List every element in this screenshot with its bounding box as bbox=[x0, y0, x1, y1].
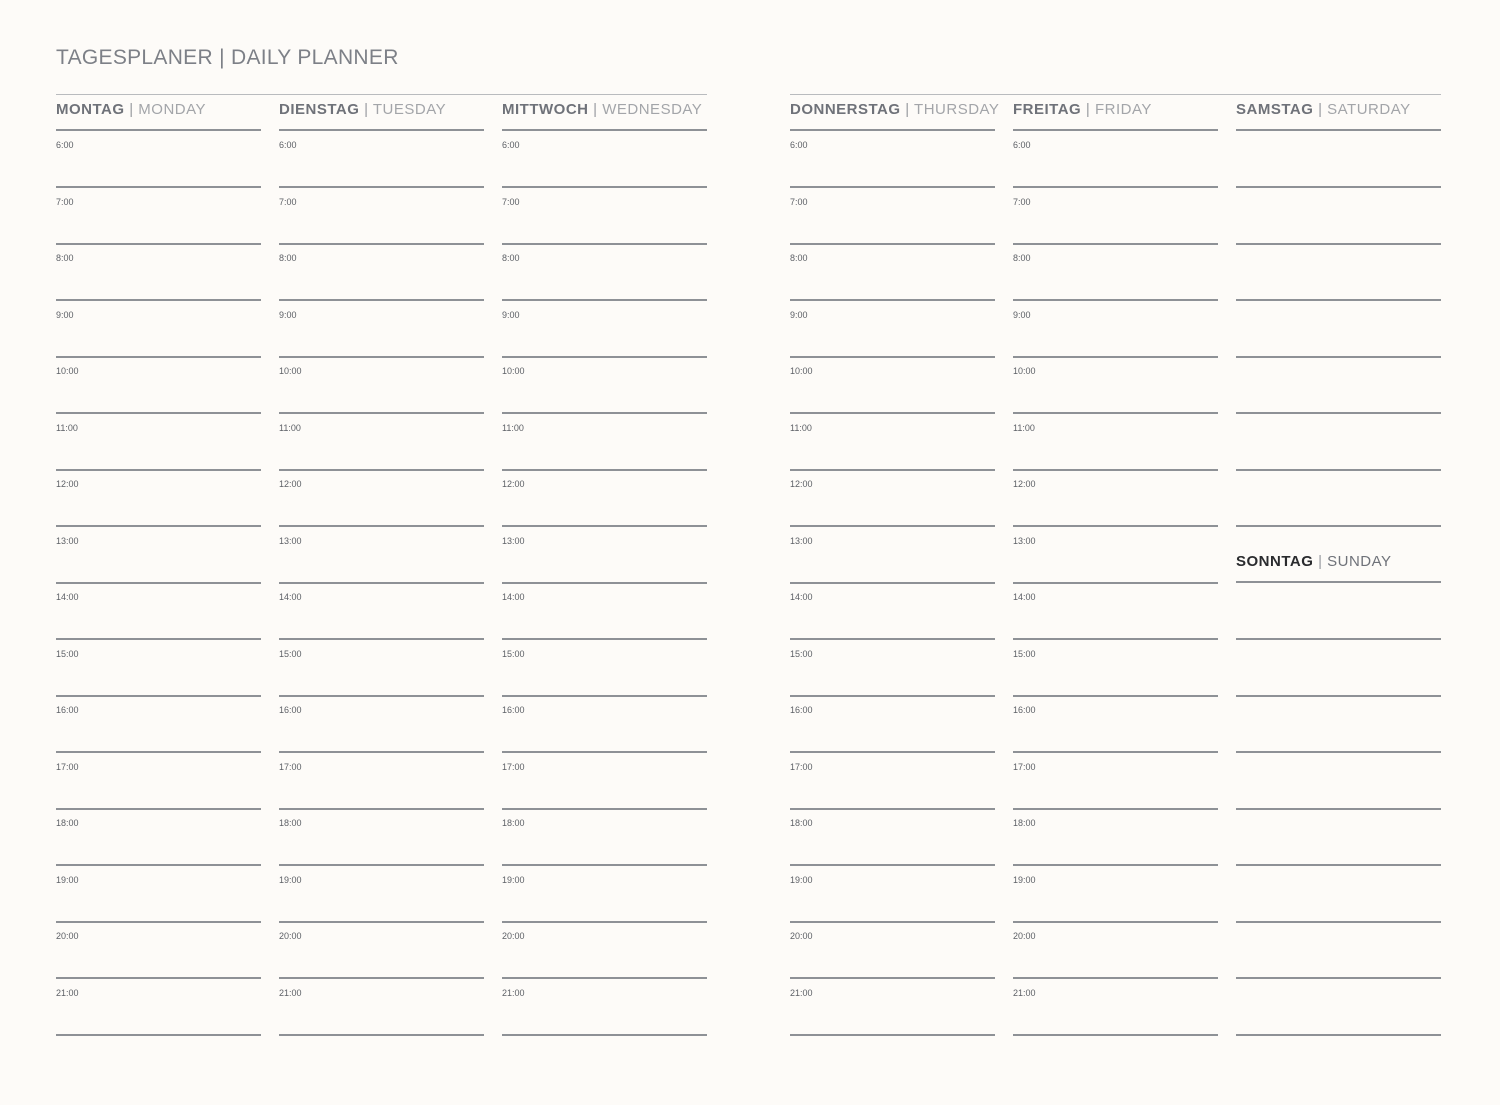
hour-slot-line bbox=[1013, 751, 1218, 753]
hour-label: 13:00 bbox=[1013, 535, 1036, 546]
hour-slot-line bbox=[1013, 582, 1218, 584]
hour-slot-line bbox=[56, 469, 261, 471]
hour-slot-line bbox=[790, 977, 995, 979]
hour-label: 13:00 bbox=[502, 535, 525, 546]
day-header-underline bbox=[279, 129, 484, 131]
hour-slot-line bbox=[502, 299, 707, 301]
saturday-slot-line bbox=[1236, 469, 1441, 471]
day-header-underline bbox=[790, 129, 995, 131]
hour-label: 13:00 bbox=[279, 535, 302, 546]
hour-slot-line bbox=[1013, 469, 1218, 471]
hour-slot-line bbox=[279, 299, 484, 301]
hour-slot-line bbox=[502, 412, 707, 414]
hour-label: 10:00 bbox=[502, 366, 525, 376]
saturday-slot-line bbox=[1236, 299, 1441, 301]
hour-slot-line bbox=[56, 751, 261, 753]
hour-slot-line bbox=[56, 977, 261, 979]
hour-label: 11:00 bbox=[1013, 422, 1035, 433]
hour-slot-line bbox=[790, 864, 995, 866]
hour-slot-line bbox=[1013, 864, 1218, 866]
hour-label: 8:00 bbox=[1013, 253, 1031, 263]
hour-slot-line bbox=[790, 469, 995, 471]
hour-label: 18:00 bbox=[790, 818, 813, 828]
hour-slot-line bbox=[1013, 412, 1218, 414]
hour-slot-line bbox=[1013, 638, 1218, 640]
hour-slot-line bbox=[790, 412, 995, 414]
hour-label: 7:00 bbox=[56, 196, 74, 207]
day-header-underline bbox=[56, 129, 261, 131]
hour-slot-line bbox=[1013, 977, 1218, 979]
day-name-de: SONNTAG bbox=[1236, 553, 1314, 570]
day-name-en: THURSDAY bbox=[914, 101, 1000, 118]
hour-slot-line bbox=[279, 864, 484, 866]
hour-label: 17:00 bbox=[56, 761, 79, 772]
day-header-tuesday bbox=[279, 101, 446, 118]
hour-label: 6:00 bbox=[790, 140, 808, 150]
hour-label: 17:00 bbox=[790, 761, 813, 772]
hour-slot-line bbox=[279, 412, 484, 414]
hour-slot-line bbox=[279, 921, 484, 923]
hour-label: 14:00 bbox=[1013, 592, 1036, 602]
hour-label: 11:00 bbox=[279, 422, 301, 433]
hour-slot-line bbox=[502, 582, 707, 584]
hour-slot-line bbox=[502, 977, 707, 979]
hour-label: 14:00 bbox=[502, 592, 525, 602]
hour-label: 20:00 bbox=[1013, 931, 1036, 941]
hour-slot-line bbox=[56, 243, 261, 245]
hour-slot-line bbox=[56, 186, 261, 188]
separator: | bbox=[905, 101, 910, 118]
hour-label: 15:00 bbox=[56, 648, 79, 659]
hour-label: 8:00 bbox=[790, 253, 808, 263]
hour-label: 6:00 bbox=[502, 140, 520, 150]
hour-slot-line bbox=[56, 356, 261, 358]
hour-slot-line bbox=[790, 356, 995, 358]
hour-label: 9:00 bbox=[279, 309, 297, 320]
hour-slot-line bbox=[1013, 356, 1218, 358]
separator: | bbox=[593, 101, 598, 118]
hour-label: 21:00 bbox=[56, 987, 79, 998]
hour-slot-line bbox=[1013, 243, 1218, 245]
day-header-saturday bbox=[1236, 101, 1411, 118]
hour-slot-line bbox=[502, 638, 707, 640]
hour-label: 13:00 bbox=[790, 535, 813, 546]
hour-label: 20:00 bbox=[56, 931, 79, 941]
hour-slot-line bbox=[56, 582, 261, 584]
sunday-slot-line bbox=[1236, 1034, 1441, 1036]
hour-label: 11:00 bbox=[56, 422, 78, 433]
hour-slot-line bbox=[790, 808, 995, 810]
hour-slot-line bbox=[56, 299, 261, 301]
hour-label: 17:00 bbox=[502, 761, 525, 772]
hour-slot-line bbox=[502, 864, 707, 866]
hour-label: 12:00 bbox=[1013, 479, 1036, 489]
hour-slot-line bbox=[502, 921, 707, 923]
sunday-slot-line bbox=[1236, 808, 1441, 810]
hour-label: 12:00 bbox=[790, 479, 813, 489]
day-header-underline bbox=[1013, 129, 1218, 131]
day-header-monday bbox=[56, 101, 206, 118]
hour-label: 12:00 bbox=[56, 479, 79, 489]
hour-slot-line bbox=[1013, 1034, 1218, 1036]
hour-slot-line bbox=[279, 582, 484, 584]
hour-slot-line bbox=[790, 299, 995, 301]
hour-slot-line bbox=[279, 638, 484, 640]
hour-label: 14:00 bbox=[790, 592, 813, 602]
hour-label: 13:00 bbox=[56, 535, 79, 546]
hour-label: 6:00 bbox=[1013, 140, 1031, 150]
hour-slot-line bbox=[56, 1034, 261, 1036]
day-header-sunday bbox=[1236, 553, 1392, 570]
hour-slot-line bbox=[279, 525, 484, 527]
hour-slot-line bbox=[1013, 808, 1218, 810]
hour-label: 15:00 bbox=[279, 648, 302, 659]
hour-label: 7:00 bbox=[502, 196, 520, 207]
hour-label: 19:00 bbox=[279, 874, 302, 885]
day-name-de: DIENSTAG bbox=[279, 101, 360, 118]
saturday-slot-line bbox=[1236, 186, 1441, 188]
hour-label: 8:00 bbox=[56, 253, 74, 263]
hour-label: 21:00 bbox=[279, 987, 302, 998]
hour-slot-line bbox=[279, 186, 484, 188]
hour-label: 16:00 bbox=[502, 705, 525, 715]
hour-slot-line bbox=[1013, 186, 1218, 188]
day-name-de: MITTWOCH bbox=[502, 101, 589, 118]
hour-slot-line bbox=[790, 582, 995, 584]
hour-label: 16:00 bbox=[790, 705, 813, 715]
day-name-de: FREITAG bbox=[1013, 101, 1082, 118]
separator: | bbox=[1318, 101, 1323, 118]
hour-label: 15:00 bbox=[502, 648, 525, 659]
hour-label: 11:00 bbox=[502, 422, 524, 433]
hour-label: 18:00 bbox=[56, 818, 79, 828]
sunday-slot-line bbox=[1236, 751, 1441, 753]
day-header-friday bbox=[1013, 101, 1152, 118]
saturday-slot-line bbox=[1236, 243, 1441, 245]
day-name-en: WEDNESDAY bbox=[602, 101, 703, 118]
hour-label: 16:00 bbox=[56, 705, 79, 715]
hour-label: 20:00 bbox=[790, 931, 813, 941]
day-name-en: SUNDAY bbox=[1327, 553, 1392, 570]
day-name-de: DONNERSTAG bbox=[790, 101, 901, 118]
hour-slot-line bbox=[279, 808, 484, 810]
hour-label: 15:00 bbox=[1013, 648, 1036, 659]
hour-label: 6:00 bbox=[56, 140, 74, 150]
hour-label: 17:00 bbox=[279, 761, 302, 772]
hour-label: 18:00 bbox=[502, 818, 525, 828]
hour-label: 21:00 bbox=[790, 987, 813, 998]
day-name-de: SAMSTAG bbox=[1236, 101, 1314, 118]
hour-label: 21:00 bbox=[1013, 987, 1036, 998]
hour-slot-line bbox=[502, 808, 707, 810]
hour-label: 19:00 bbox=[790, 874, 813, 885]
hour-slot-line bbox=[56, 864, 261, 866]
hour-label: 14:00 bbox=[56, 592, 79, 602]
saturday-slot-line bbox=[1236, 525, 1441, 527]
sunday-slot-line bbox=[1236, 638, 1441, 640]
saturday-slot-line bbox=[1236, 412, 1441, 414]
day-header-wednesday bbox=[502, 101, 702, 118]
top-rule-right bbox=[790, 94, 1441, 95]
hour-label: 19:00 bbox=[56, 874, 79, 885]
separator: | bbox=[1085, 101, 1091, 118]
separator: | bbox=[364, 101, 369, 118]
hour-label: 17:00 bbox=[1013, 761, 1036, 772]
page-title: TAGESPLANER | DAILY PLANNER bbox=[56, 46, 399, 69]
hour-label: 19:00 bbox=[502, 874, 525, 885]
hour-slot-line bbox=[502, 751, 707, 753]
hour-label: 20:00 bbox=[502, 931, 525, 941]
hour-slot-line bbox=[279, 469, 484, 471]
day-name-en: SATURDAY bbox=[1327, 101, 1411, 118]
top-rule-left bbox=[56, 94, 707, 95]
hour-slot-line bbox=[790, 638, 995, 640]
hour-label: 8:00 bbox=[279, 253, 297, 263]
hour-slot-line bbox=[1013, 525, 1218, 527]
hour-label: 10:00 bbox=[279, 366, 302, 376]
hour-label: 9:00 bbox=[790, 309, 808, 320]
hour-label: 18:00 bbox=[1013, 818, 1036, 828]
separator: | bbox=[1318, 553, 1323, 570]
hour-slot-line bbox=[790, 243, 995, 245]
sunday-slot-line bbox=[1236, 977, 1441, 979]
day-name-de: MONTAG bbox=[56, 101, 125, 118]
day-header-underline bbox=[1236, 129, 1441, 131]
hour-label: 21:00 bbox=[502, 987, 525, 998]
hour-slot-line bbox=[56, 921, 261, 923]
day-name-en: MONDAY bbox=[138, 101, 207, 118]
hour-slot-line bbox=[56, 695, 261, 697]
hour-slot-line bbox=[790, 1034, 995, 1036]
sunday-slot-line bbox=[1236, 921, 1441, 923]
hour-label: 7:00 bbox=[790, 196, 808, 207]
hour-label: 15:00 bbox=[790, 648, 813, 659]
hour-label: 10:00 bbox=[56, 366, 79, 376]
hour-label: 9:00 bbox=[1013, 309, 1031, 320]
hour-slot-line bbox=[502, 469, 707, 471]
hour-label: 6:00 bbox=[279, 140, 297, 150]
hour-slot-line bbox=[790, 186, 995, 188]
day-header-underline bbox=[502, 129, 707, 131]
hour-slot-line bbox=[502, 695, 707, 697]
hour-label: 9:00 bbox=[56, 309, 74, 320]
hour-slot-line bbox=[279, 1034, 484, 1036]
hour-label: 19:00 bbox=[1013, 874, 1036, 885]
hour-slot-line bbox=[1013, 921, 1218, 923]
sunday-slot-line bbox=[1236, 695, 1441, 697]
sunday-header-underline bbox=[1236, 581, 1441, 583]
hour-slot-line bbox=[56, 808, 261, 810]
hour-label: 16:00 bbox=[279, 705, 302, 715]
hour-slot-line bbox=[279, 751, 484, 753]
hour-slot-line bbox=[790, 695, 995, 697]
hour-slot-line bbox=[790, 751, 995, 753]
hour-slot-line bbox=[502, 525, 707, 527]
hour-label: 10:00 bbox=[1013, 366, 1036, 376]
hour-slot-line bbox=[502, 186, 707, 188]
hour-label: 16:00 bbox=[1013, 705, 1036, 715]
hour-label: 12:00 bbox=[502, 479, 525, 489]
hour-label: 10:00 bbox=[790, 366, 813, 376]
hour-slot-line bbox=[279, 356, 484, 358]
hour-label: 9:00 bbox=[502, 309, 520, 320]
hour-slot-line bbox=[1013, 299, 1218, 301]
hour-slot-line bbox=[279, 243, 484, 245]
hour-slot-line bbox=[790, 921, 995, 923]
hour-label: 7:00 bbox=[279, 196, 297, 207]
day-header-thursday bbox=[790, 101, 999, 118]
hour-slot-line bbox=[56, 638, 261, 640]
separator: | bbox=[129, 101, 134, 118]
day-name-en: FRIDAY bbox=[1094, 101, 1152, 118]
hour-label: 7:00 bbox=[1013, 196, 1031, 207]
hour-slot-line bbox=[279, 977, 484, 979]
hour-slot-line bbox=[56, 525, 261, 527]
hour-slot-line bbox=[502, 1034, 707, 1036]
hour-slot-line bbox=[502, 356, 707, 358]
hour-label: 11:00 bbox=[790, 422, 812, 433]
hour-slot-line bbox=[56, 412, 261, 414]
hour-slot-line bbox=[1013, 695, 1218, 697]
sunday-slot-line bbox=[1236, 864, 1441, 866]
hour-label: 20:00 bbox=[279, 931, 302, 941]
hour-slot-line bbox=[279, 695, 484, 697]
hour-label: 12:00 bbox=[279, 479, 302, 489]
saturday-slot-line bbox=[1236, 356, 1441, 358]
hour-slot-line bbox=[502, 243, 707, 245]
hour-slot-line bbox=[790, 525, 995, 527]
hour-label: 8:00 bbox=[502, 253, 520, 263]
hour-label: 18:00 bbox=[279, 818, 302, 828]
day-name-en: TUESDAY bbox=[372, 101, 447, 118]
hour-label: 14:00 bbox=[279, 592, 302, 602]
